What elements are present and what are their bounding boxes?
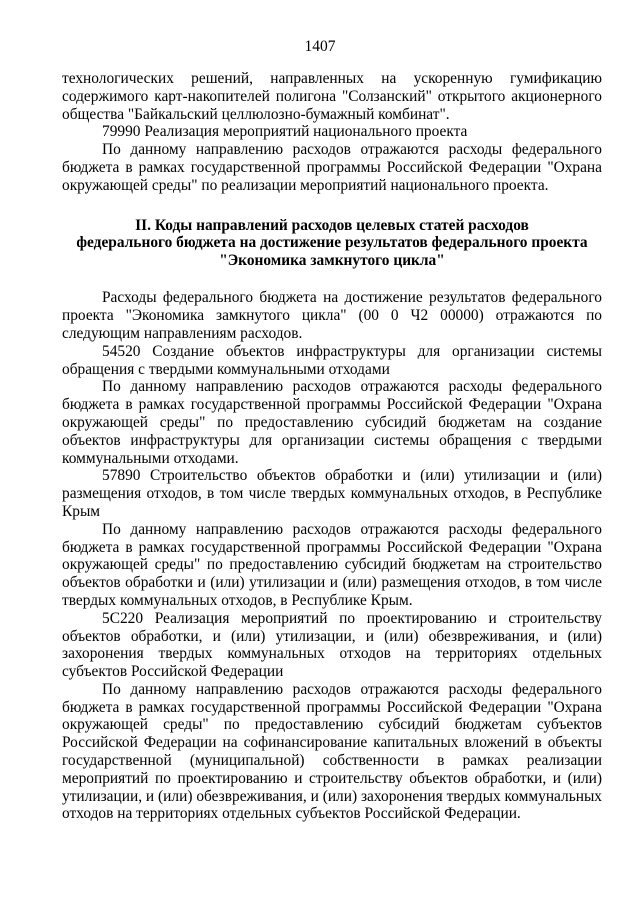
intro-paragraph-1: технологических решений, направленных на ускоренную гумификацию содержимого карт-накопителей полигона "Солзанский" открытого акционерного общества "Байкальский целлюлозно-бумажный комбинат".	[62, 70, 602, 123]
page-number: 1407	[304, 38, 336, 55]
paragraph-5: По данному направлению расходов отражаются расходы федерального бюджета в рамках государственной программы Российской Федерации "Охрана окружающей среды" по предоставлению субсидий бюджетам на строительство объектов обработки и (или) утилизации и (или) размещения отходов, в том числе твердых коммунальных отходов, в Республике Крым.	[62, 520, 602, 609]
paragraph-3: По данному направлению расходов отражаются расходы федерального бюджета в рамках государственной программы Российской Федерации "Охрана окружающей среды" по предоставлению субсидий бюджетам на создание объектов инфраструктуры для организации системы обращения с твердыми коммунальными отходами.	[62, 378, 602, 467]
section-heading-line-2: федерального бюджета на достижение результатов федерального проекта	[76, 234, 588, 252]
intro-paragraph-2: 79990 Реализация мероприятий национального проекта	[102, 123, 468, 141]
section-heading	[62, 217, 602, 270]
document-body	[62, 70, 602, 823]
paragraph-6: 5С220 Реализация мероприятий по проектированию и строительству объектов обработки, и (или) утилизации, и (или) обезвреживания, и (или) захоронения твердых коммунальных отходов на территориях отдельных субъектов Российской Федерации	[62, 609, 602, 681]
paragraph-4: 57890 Строительство объектов обработки и (или) утилизации и (или) размещения отходов, в том числе твердых коммунальных отходов, в Республике Крым	[62, 467, 602, 520]
paragraph-1: Расходы федерального бюджета на достижение результатов федерального проекта "Экономика замкнутого цикла" (00 0 Ч2 00000) отражаются по следующим направлениям расходов.	[62, 289, 602, 342]
section-heading-line-1: II. Коды направлений расходов целевых статей расходов	[135, 216, 529, 234]
intro-paragraph-3: По данному направлению расходов отражаются расходы федерального бюджета в рамках государственной программы Российской Федерации "Охрана окружающей среды" по реализации мероприятий национального проекта.	[62, 141, 602, 194]
paragraph-2: 54520 Создание объектов инфраструктуры для организации системы обращения с твердыми коммунальными отходами	[62, 342, 602, 378]
paragraph-7: По данному направлению расходов отражаются расходы федерального бюджета в рамках государственной программы Российской Федерации "Охрана окружающей среды" по предоставлению субсидий бюджетам субъектов Российской Федерации на софинансирование капитальных вложений в объекты государственной (муниципальной) собственности в рамках реализации мероприятий по проектированию и строительству объектов обработки, и (или) утилизации, и (или) обезвреживания, и (или) захоронения твердых коммунальных отходов на территориях отдельных субъектов Российской Федерации.	[62, 680, 602, 823]
section-heading-line-3: "Экономика замкнутого цикла"	[219, 251, 445, 269]
